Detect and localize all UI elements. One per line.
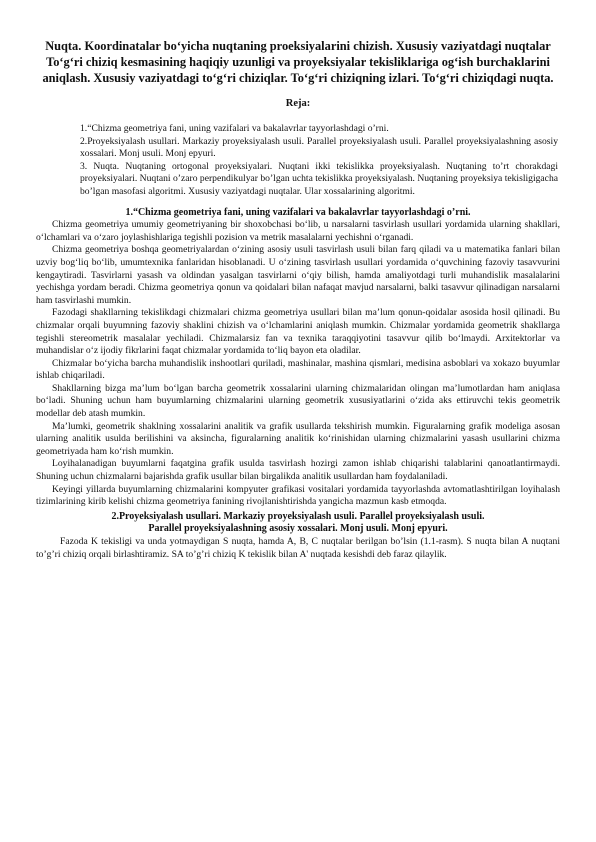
toc-item: 1.“Chizma geometriya fani, uning vazifalari va bakalavrlar tayyorlashdagi o’rni. <box>80 123 389 134</box>
toc-item: 3. Nuqta. Nuqtaning ortogonal proyeksiyalari. Nuqtani ikki tekislikka proyeksiyalash. Nuqtaning to’rt chorakdagi proyeksiyalari. Nuqtani o’zaro perpendikulyar bo’lgan uchta tekislikka proyeksiyalash. Nuqtaning proyeksiya tekisligigacha bo’lgan masofasi algoritmi. Xususiy vaziyatdagi nuqtalar. Ular xossalarining algoritmi. <box>80 160 558 197</box>
section-1-body <box>36 219 560 509</box>
section-2-title-line-2: Parallel proyeksiyalashning asosiy xossalari. Monj usuli. Monj epyuri. <box>148 523 448 535</box>
paragraph: Keyingi yillarda buyumlarning chizmalarini kompyuter grafikasi vositalari yordamida tayyorlashda avtomatlashtirilgan loyihalash tizimlarining kirib kelishi chizma geometriya fanining rivojlanishtirishda yangicha mazmun kasb etmoqda. <box>36 483 560 508</box>
paragraph: Ma’lumki, geometrik shaklning xossalarini analitik va grafik usullarda tekshirish mumkin. Figuralarning grafik modeliga asosan ularning analitik usulda berilishini va aksincha, figuralarning analitik ko‘rinishidan ularning chizmalarini yasash usullarini chizma geometriyada ham ko‘rish mumkin. <box>36 420 560 457</box>
section-1-title: 1.“Chizma geometriya fani, uning vazifalari va bakalavrlar tayyorlashdagi o’rni. <box>125 206 471 218</box>
plan-heading: Reja: <box>285 98 311 109</box>
paragraph: Chizma geometriya umumiy geometriyaning bir shoxobchasi bo‘lib, u narsalarni tasvirlash usullari yordamida ularning shakllari, o‘lchamlari va o‘zaro joylashishlariga tegishli pozision va metrik masalalarni yechishni o‘rganadi. <box>36 219 560 243</box>
section-2-body <box>36 536 560 561</box>
paragraph: Fazodagi shakllarning tekislikdagi chizmalari chizma geometriya usullari bilan ma’lum qonun-qoidalar asosida hosil qilinadi. Bu chizmalar orqali buyumning fazoviy shaklini chizish va o‘lchamlarini aniqlash mumkin. Chizmalar yordamida geometrik shakllarga tegishli stereometrik masalalar yechiladi. Chizmalarsiz fan va texnika taraqqiyotini tasavvur qilib bo‘lmaydi. Arxitektorlar va muhandislar o‘z ijodiy fikrlarini faqat chizmalar yordamida to‘liq bayon eta oladilar. <box>36 307 560 357</box>
toc-item: 2.Proyeksiyalash usullari. Markaziy proyeksiyalash usuli. Parallel proyeksiyalash usuli. Parallel proyeksiyalashning asosiy xossalari. Monj usuli. Monj epyuri. <box>80 135 558 160</box>
paragraph: Fazoda K tekisligi va unda yotmaydigan S nuqta, hamda A, B, C nuqtalar berilgan bo’lsin (1.1-rasm). S nuqta bilan A nuqtani to’g’ri chiziq orqali birlashtiramiz. SA to’g’ri chiziq K tekislik bilan A' nuqtada kesishdi deb faraz qilaylik. <box>36 536 560 560</box>
paragraph: Chizmalar bo‘yicha barcha muhandislik inshootlari quriladi, mashinalar, mashina qismlari, medisina asboblari va xokazo buyumlar ishlab chiqariladi. <box>36 357 560 382</box>
document-page <box>36 38 560 561</box>
paragraph: Chizma geometriya boshqa geometriyalardan o‘zining asosiy usuli tasvirlash usuli bilan farq qiladi va u matematika fanlari bilan uzviy bog‘liq bo‘lib, umumtexnika fanlaridan hisoblanadi. U o‘zining tasvirlash usullari yordamida o‘quvchining fazoviy tasavvurini kengaytiradi. Tasvirlarni yasash va oldindan yasalgan tasvirlarni o‘qiy bilish, hamda amaliyotdagi turli muhandislik masalalarini yechishga yordam beradi. Chizma geometriya qonun va qoidalari bilan nafaqat mavjud narsalarni, balki tasavvur qilinadigan narsalarni ham tasvirlashi mumkin. <box>36 244 560 306</box>
table-of-contents <box>36 123 560 199</box>
paragraph: Loyihalanadigan buyumlarni faqatgina grafik usulda tasvirlash hozirgi zamon ishlab chiqarishi talablarini qanoatlantirmaydi. Shuning uchun chizmalarni bajarishda grafik usullar bilan birgalikda analitik usullardan ham foydalaniladi. <box>36 458 560 483</box>
paragraph: Shakllarning bizga ma’lum bo‘lgan barcha geometrik xossalarini ularning chizmalaridan olingan ma’lumotlardan ham aniqlasa bo‘ladi. Shuning uchun ham buyumlarning chizmalarini ularning geometrik xususiyatlarini o‘zida aks ettiruvchi tekis geometrik modellar deb atash mumkin. <box>36 382 560 420</box>
section-2-title-line-1: 2.Proyeksiyalash usullari. Markaziy proyeksiyalash usuli. Parallel proyeksiyalash usuli. <box>111 510 485 522</box>
document-title: Nuqta. Koordinatalar bo‘yicha nuqtaning proeksiyalarini chizish. Xususiy vaziyatdagi nuqtalar To‘g‘ri chiziq kesmasining haqiqiy uzunligi va proyeksiyalar tekisliklariga og‘ish burchaklarini aniqlash. Xususiy vaziyatdagi to‘g‘ri chiziqlar. To‘g‘ri chiziqning izlari. To‘g‘ri chiziqdagi nuqta. <box>42 39 554 85</box>
